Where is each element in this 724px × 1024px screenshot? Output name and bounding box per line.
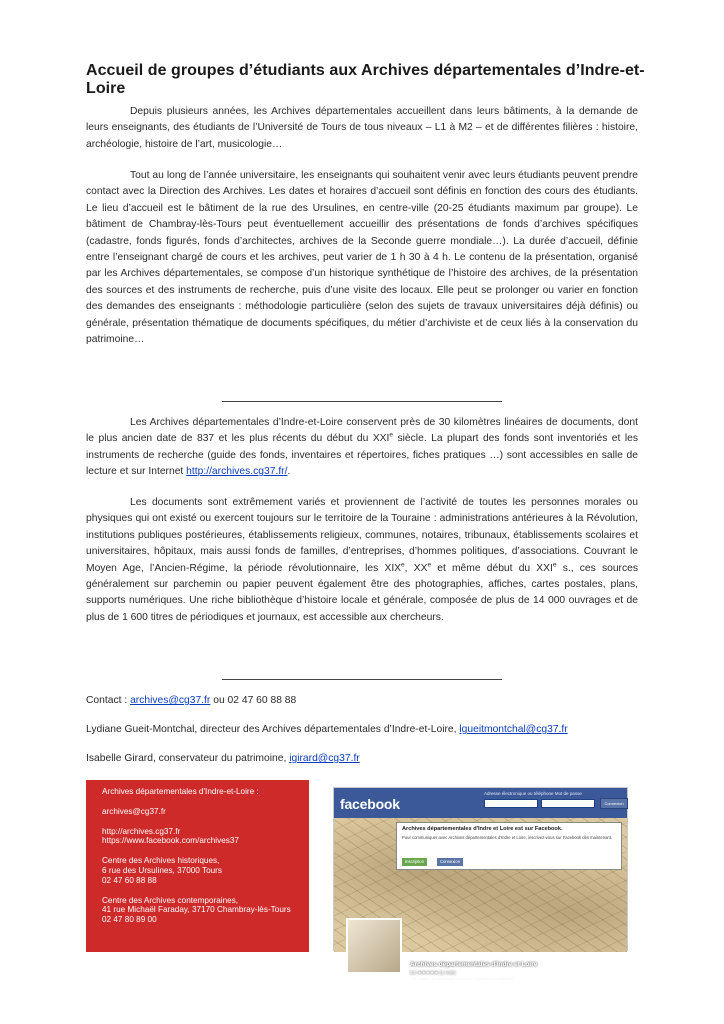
card-line: https://www.facebook.com/archives37 xyxy=(102,836,239,846)
director-line: Lydiane Gueit-Montchal, directeur des Archives départementales d’Indre-et-Loire, lgueitmontchal@cg37.fr xyxy=(86,724,568,735)
facebook-password-field xyxy=(541,799,595,808)
curator-email-link[interactable]: igirard@cg37.fr xyxy=(289,753,360,764)
facebook-logo: facebook xyxy=(340,796,400,812)
curator-line: Isabelle Girard, conservateur du patrimoine, igirard@cg37.fr xyxy=(86,753,360,764)
contact-line: Contact : archives@cg37.fr ou 02 47 60 88 88 xyxy=(86,695,297,706)
facebook-profile-photo xyxy=(346,918,402,974)
paragraph-holdings: Les Archives départementales d’Indre-et-Loire conservent près de 30 kilomètres linéaires de documents, dont le plus ancien date de 837 et les plus récents du début du XXIe siècle. La plupart des fonds sont inventoriés et les instruments de recherche (guide des fonds, inventaires et répertoires, fiches pratiques …) sont accessibles en salle de lecture et sur Internet http://archives.cg37.fr/. xyxy=(86,417,638,478)
facebook-screenshot xyxy=(333,787,628,981)
paragraph-visits: Tout au long de l’année universitaire, les enseignants qui souhaitent venir avec leurs étudiants peuvent prendre contact avec la Direction des Archives. Les dates et horaires d’accueil sont définis en fonction des cours des étudiants. Le lieu d’accueil est le bâtiment de la rue des Ursulines, en centre-ville (20-25 étudiants maximum par groupe). Le bâtiment de Chambray-lès-Tours peut éventuellement accueillir des présentations de fonds d’archives spécifiques (cadastre, fonds figurés, fonds d’architectes, archives de la Seconde guerre mondiale…). La durée d’accueil, définie entre l’enseignant chargé de cours et les archives, peut varier de 1 h 30 à 4 h. Le contenu de la présentation, organisé par les Archives départementales, se compose d’un historique synthétique de l’histoire des archives, de la présentation des sources et des instruments de recherche, puis d’une visite des locaux. Elle peut se prolonger ou varier en fonction des demandes des enseignants : méthodologie particulière (selon des sujets de travaux universitaires déjà définis) ou générale, présentation thématique de documents spécifiques, du métier d’archiviste et de ceux liés à la conservation du patrimoine… xyxy=(86,170,638,346)
facebook-dialog-text: Pour communiquer avec Archives départementales d'Indre et Loire, inscrivez-vous sur Facebook dès maintenant. xyxy=(402,835,613,841)
card-line: 02 47 60 88 88 xyxy=(102,875,157,885)
facebook-stats: 776 J'aime · 10 personnes en parlent · 2 personnes étaient ici xyxy=(410,977,514,981)
card-line: Centre des Archives historiques, xyxy=(102,856,220,866)
card-line: 02 47 80 89 00 xyxy=(102,915,157,925)
facebook-page-name: Archives départementales d'Indre et Loire xyxy=(410,961,538,968)
card-line: Archives départementales d'Indre-et-Loire : xyxy=(102,787,259,796)
archives-website-link[interactable]: http://archives.cg37.fr/ xyxy=(186,466,288,478)
facebook-rating: 5,0 ★★★★★ (1 note) xyxy=(410,970,456,975)
paragraph-documents: Les documents sont extrêmement variés et proviennent de l’activité de toutes les personnes morales ou physiques qui ont existé ou exercent toujours sur le territoire de la Touraine : administrations antérieures à la Révolution, institutions publiques postérieures, établissements religieux, communes, notaires, tribunaux, établissements scolaires et universitaires, hôpitaux, mais aussi fonds de familles, d’entreprises, d’hommes politiques, d’associations. Couvrant le Moyen Age, l’Ancien-Régime, la période révolutionnaire, les XIXe, XXe et même début du XXIe s., ces sources généralement sur parchemin ou papier peuvent également être des photographies, affiches, cartes postales, plans, supports numériques. Une riche bibliothèque d’histoire locale et générale, composée de plus de 14 000 ouvrages et de plus de 1 600 titres de périodiques et journaux, est accessible aux chercheurs. xyxy=(86,497,638,623)
facebook-signup-dialog xyxy=(396,822,622,870)
card-line: 6 rue des Ursulines, 37000 Tours xyxy=(102,865,223,875)
contact-card xyxy=(86,780,309,952)
facebook-login-label: Adresse électronique ou téléphone Mot de passe xyxy=(484,791,582,796)
facebook-connect-button: Connexion xyxy=(600,798,628,809)
facebook-signup-button: Inscription xyxy=(402,858,427,866)
card-line: Centre des Archives contemporaines, xyxy=(102,895,239,905)
paragraph-intro: Depuis plusieurs années, les Archives départementales accueillent dans leurs bâtiments, à la demande de leurs enseignants, des étudiants de l’Université de Tours de tous niveaux – L1 à M2 – et de différentes filières : histoire, archéologie, histoire de l’art, musicologie… xyxy=(86,106,638,150)
facebook-login-button: Connexion xyxy=(437,858,463,866)
separator-line xyxy=(222,679,502,680)
facebook-header xyxy=(334,788,627,818)
director-email-link[interactable]: lgueitmontchal@cg37.fr xyxy=(459,724,568,735)
page-title: Accueil de groupes d’étudiants aux Archives départementales d’Indre-et-Loire xyxy=(86,62,645,97)
contact-email-link[interactable]: archives@cg37.fr xyxy=(130,695,211,706)
facebook-dialog-title: Archives départementales d'Indre et Loire est sur Facebook. xyxy=(402,826,563,832)
card-line: archives@cg37.fr xyxy=(102,806,166,816)
facebook-email-field xyxy=(484,799,538,808)
separator-line xyxy=(222,401,502,402)
card-line: 41 rue Michaël Faraday, 37170 Chambray-lès-Tours xyxy=(102,905,291,915)
card-line: http://archives.cg37.fr xyxy=(102,826,181,836)
